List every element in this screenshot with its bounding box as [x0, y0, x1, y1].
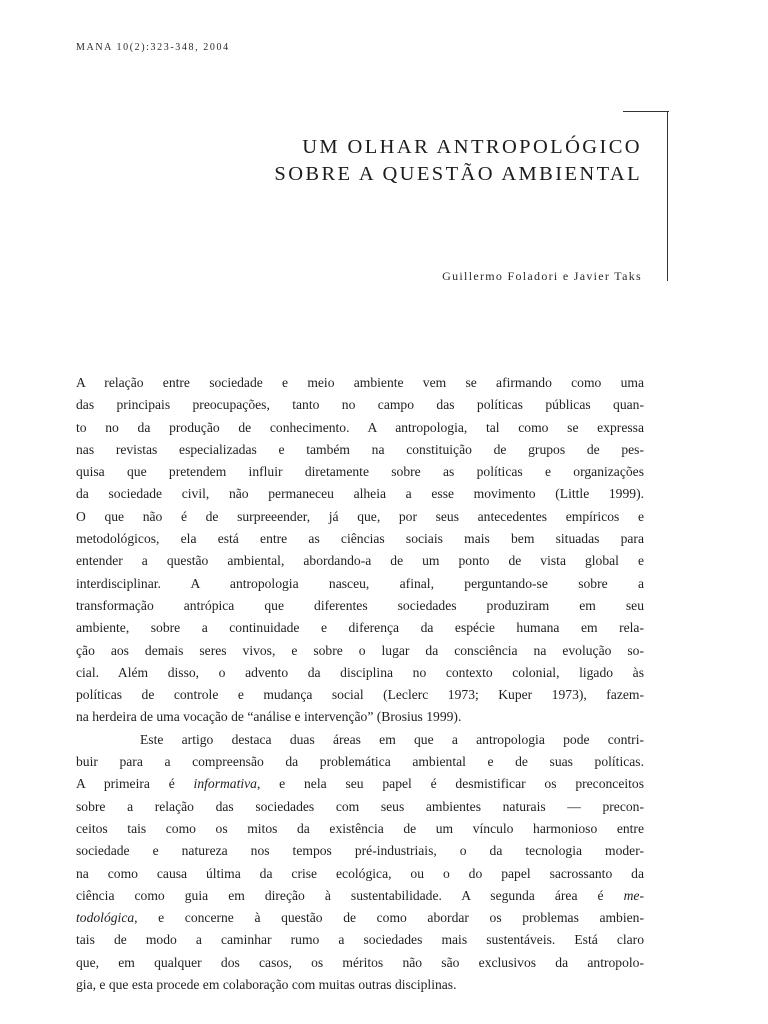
text-line: Este artigo destaca duas áreas em que a antropologia pode contri- [140, 731, 644, 747]
text-line: cial. Além disso, o advento da disciplina no contexto colonial, ligado às [76, 664, 644, 680]
text-line [76, 907, 644, 929]
text-line: na como causa última da crise ecológica, ou o do papel sacrossanto da [76, 865, 644, 881]
text-line: metodológicos, ela está entre as ciências sociais mais bem situadas para [76, 531, 644, 547]
text-line: quisa que pretendem influir diretamente sobre as políticas e organizações [76, 464, 644, 480]
text-line: O que não é de surpreeender, já que, por seus antecedentes empíricos e [76, 508, 644, 524]
italic-term: me- [623, 887, 644, 903]
text-line [76, 773, 644, 795]
text-line: das principais preocupações, tanto no campo das políticas públicas quan- [76, 397, 644, 413]
text-line: entender a questão ambiental, abordando-a de um ponto de vista global e [76, 553, 644, 569]
running-head: MANA 10(2):323-348, 2004 [76, 42, 230, 53]
article-title-line-1: UM OLHAR ANTROPOLÓGICO [302, 136, 642, 158]
text-line: ção aos demais seres vivos, e sobre o lugar da consciência na evolução so- [76, 642, 644, 658]
paragraph-2 [76, 729, 644, 997]
text-line: A relação entre sociedade e meio ambiente vem se afirmando como uma [76, 375, 644, 390]
article-body [76, 372, 644, 996]
text-segment: , e nela seu papel é desmistificar os preconceitos [256, 776, 645, 792]
article-authors: Guillermo Foladori e Javier Taks [442, 269, 642, 283]
text-line: buir para a compreensão da problemática ambiental e de suas políticas. [76, 754, 644, 770]
text-line: que, em qualquer dos casos, os méritos não são exclusivos da antropolo- [76, 954, 644, 970]
text-segment: ciência como guia em direção à sustentabilidade. A segunda área é [76, 887, 624, 903]
text-line: sociedade e natureza nos tempos pré-industriais, o da tecnologia moder- [76, 843, 644, 859]
text-line: políticas de controle e mudança social (Leclerc 1973; Kuper 1973), fazem- [76, 687, 644, 703]
text-line: na herdeira de uma vocação de “análise e intervenção” (Brosius 1999). [76, 709, 462, 725]
text-line: tais de modo a caminhar rumo a sociedades mais sustentáveis. Está claro [76, 932, 644, 948]
italic-term: todológica [76, 910, 135, 926]
text-line: to no da produção de conhecimento. A antropologia, tal como se expressa [76, 419, 644, 435]
text-line: ambiente, sobre a continuidade e diferença da espécie humana em rela- [76, 620, 644, 636]
text-line: da sociedade civil, não permaneceu alheia a esse movimento (Little 1999). [76, 486, 644, 502]
text-segment: A primeira é [76, 776, 194, 792]
title-rule-vertical [667, 111, 668, 281]
text-line: gia, e que esta procede em colaboração com muitas outras disciplinas. [76, 977, 457, 993]
text-segment: , e concerne à questão de como abordar os problemas ambien- [134, 910, 644, 926]
text-line: ceitos tais como os mitos da existência de um vínculo harmonioso entre [76, 820, 644, 836]
article-title [274, 134, 642, 188]
text-line: nas revistas especializadas e também na constituição de grupos de pes- [76, 441, 644, 457]
text-line: interdisciplinar. A antropologia nasceu, afinal, perguntando-se sobre a [76, 575, 644, 591]
text-line [76, 885, 644, 907]
title-rule-horizontal [623, 111, 669, 112]
article-title-line-2: SOBRE A QUESTÃO AMBIENTAL [274, 163, 642, 185]
text-line: transformação antrópica que diferentes sociedades produziram em seu [76, 597, 644, 613]
text-line: sobre a relação das sociedades com seus ambientes naturais — precon- [76, 798, 644, 814]
italic-term: informativa [193, 776, 257, 792]
paragraph-1 [76, 372, 644, 729]
